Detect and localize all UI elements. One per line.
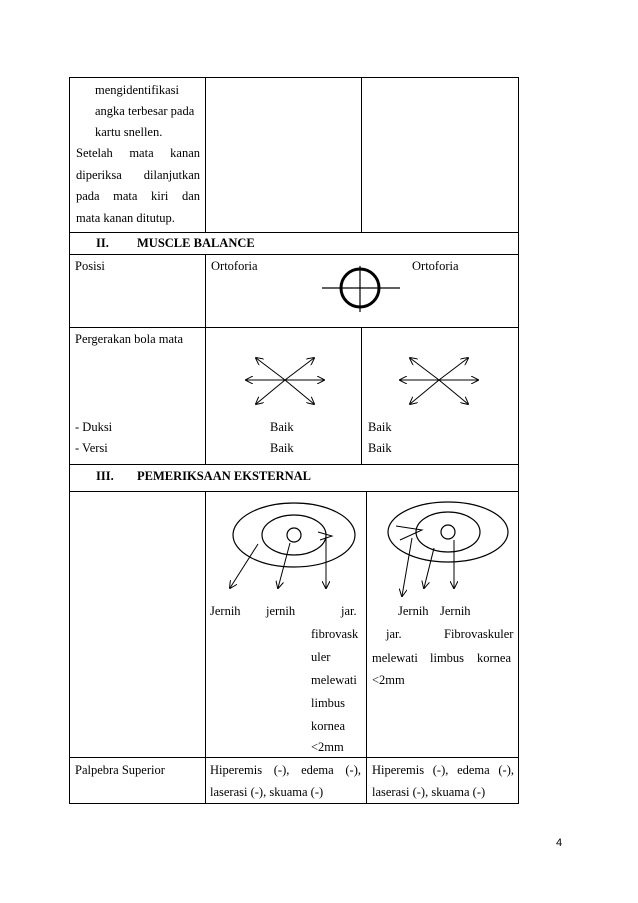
- row1-line-6: pada mata kiri dan: [76, 189, 200, 203]
- table-bottom-border: [69, 803, 519, 804]
- pergerakan-divider-2: [361, 327, 362, 464]
- palpebra-od-line-1: Hiperemis (-), edema (-),: [210, 763, 361, 777]
- eye-diagram-os-icon: [372, 500, 517, 595]
- od-line-6: <2mm: [311, 740, 344, 754]
- od-line-4: limbus: [311, 696, 346, 710]
- palpebra-os-line-1: Hiperemis (-), edema (-),: [372, 763, 514, 777]
- section3-top: [69, 464, 519, 465]
- posisi-os: Ortoforia: [412, 259, 459, 273]
- table-top-border: [69, 77, 519, 78]
- row1-line-5: diperiksa dilanjutkan: [76, 168, 200, 182]
- od-line-1: fibrovask: [311, 627, 359, 641]
- palpebra-label: Palpebra Superior: [75, 763, 165, 777]
- od-line-2: uler: [311, 650, 331, 664]
- posisi-divider: [205, 254, 206, 327]
- os-row1-a: jar.: [386, 627, 402, 641]
- palpebra-od-line-2: laserasi (-), skuama (-): [210, 785, 324, 799]
- duksi-label: - Duksi: [75, 420, 113, 434]
- versi-label: - Versi: [75, 441, 108, 455]
- row1-divider-1: [205, 77, 206, 232]
- posisi-bottom: [69, 327, 519, 328]
- section3-number: III.: [96, 469, 114, 483]
- os-header-1: Jernih: [398, 604, 429, 618]
- od-label-2: jernih: [266, 604, 296, 618]
- os-row2-c: kornea: [477, 651, 512, 665]
- od-label-1: Jernih: [210, 604, 241, 618]
- table-right-border: [518, 77, 519, 804]
- od-versi: Baik: [270, 441, 294, 455]
- palpebra-top: [69, 757, 519, 758]
- row1-line-1: mengidentifikasi: [95, 83, 180, 97]
- eye-movement-os-icon: [394, 350, 484, 410]
- row1-line-3: kartu snellen.: [95, 125, 163, 139]
- os-row2-b: limbus: [430, 651, 465, 665]
- os-row2-a: melewati: [372, 651, 418, 665]
- os-header-2: Jernih: [440, 604, 471, 618]
- posisi-od: Ortoforia: [211, 259, 258, 273]
- od-line-3: melewati: [311, 673, 357, 687]
- os-duksi: Baik: [368, 420, 392, 434]
- eye-movement-od-icon: [238, 350, 328, 410]
- section2-title: MUSCLE BALANCE: [137, 236, 255, 250]
- row1-line-4: Setelah mata kanan: [76, 146, 200, 160]
- row1-line-7: mata kanan ditutup.: [76, 211, 175, 225]
- section3-title: PEMERIKSAAN EKSTERNAL: [137, 469, 311, 483]
- eye-diagram-od-icon: [212, 500, 362, 595]
- row1-divider-2: [361, 77, 362, 232]
- posisi-label: Posisi: [75, 259, 105, 273]
- crosshair-circle-icon: [322, 266, 402, 312]
- section2-bottom: [69, 254, 519, 255]
- table-left-border: [69, 77, 70, 804]
- section2-top: [69, 232, 519, 233]
- pergerakan-divider-1: [205, 327, 206, 464]
- os-versi: Baik: [368, 441, 392, 455]
- section3-bottom: [69, 491, 519, 492]
- od-duksi: Baik: [270, 420, 294, 434]
- os-row3: <2mm: [372, 673, 405, 687]
- od-label-3: jar.: [341, 604, 357, 618]
- page-number: 4: [556, 837, 563, 849]
- section2-number: II.: [96, 236, 109, 250]
- pergerakan-label: Pergerakan bola mata: [75, 332, 184, 346]
- os-row1-b: Fibrovaskuler: [444, 627, 514, 641]
- od-line-5: kornea: [311, 719, 346, 733]
- palpebra-os-line-2: laserasi (-), skuama (-): [372, 785, 486, 799]
- row1-line-2: angka terbesar pada: [95, 104, 195, 118]
